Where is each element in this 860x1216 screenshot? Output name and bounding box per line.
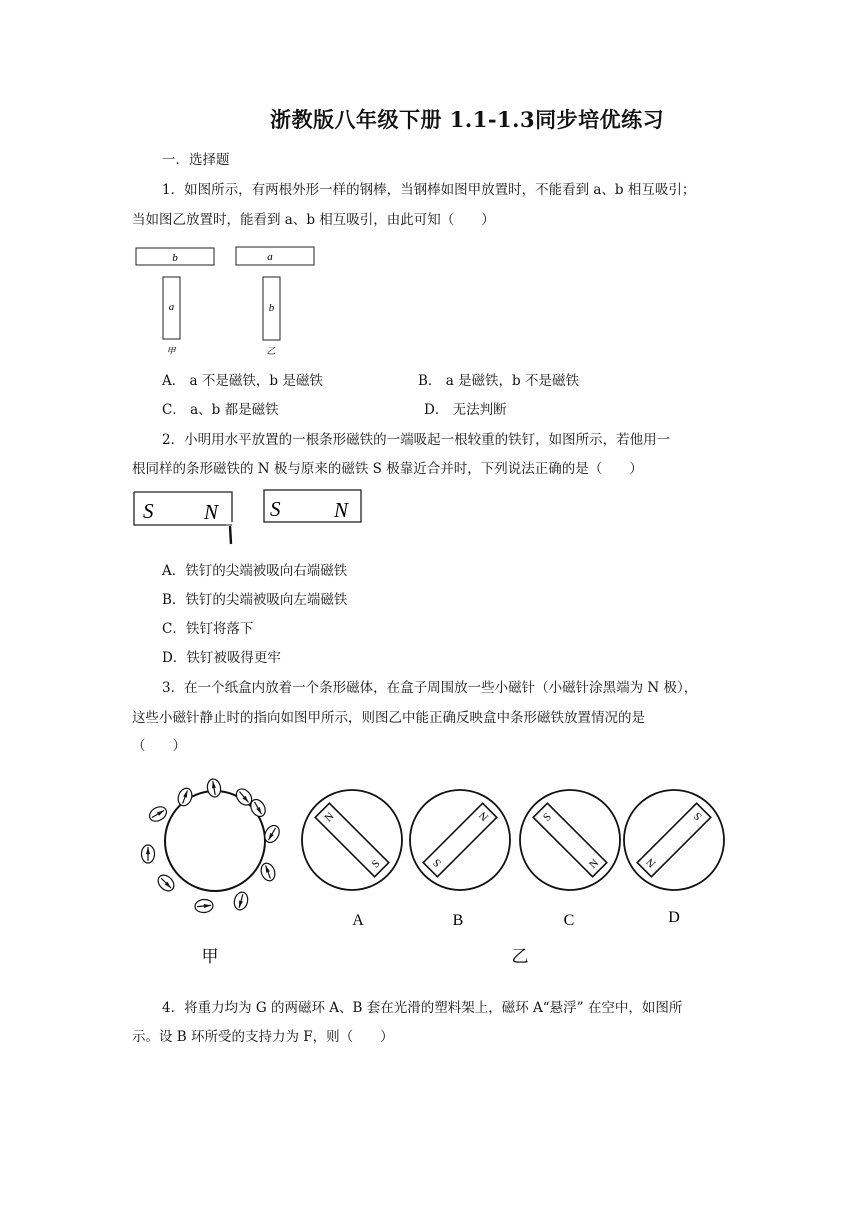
q1-figure (130, 240, 330, 358)
page-title: 浙教版八年级下册 1.1-1.3同步培优练习 (270, 107, 665, 132)
q3-stem-line3: （ ） (132, 738, 186, 754)
q3-option-d-label: D (668, 909, 680, 926)
q1-jia-caption: 甲 (166, 347, 176, 357)
q3-option-a-s: S (369, 857, 383, 871)
q2-figure (128, 486, 368, 548)
q1-yi-bar-a (236, 247, 314, 265)
q1-option-d: D． 无法判断 (424, 402, 507, 418)
q1-option-a: A． a 不是磁铁，b 是磁铁 (162, 373, 323, 389)
q3-jia-circle (165, 791, 265, 891)
q2-option-d: D．铁钉被吸得更牢 (162, 650, 281, 666)
q3-option-d-s: S (691, 809, 705, 823)
q3-stem-line1: 3．在一个纸盒内放着一个条形磁体，在盒子周围放一些小磁针（小磁针涂黑端为 N 极）， (162, 680, 698, 696)
q3-option-c-figure (520, 790, 620, 890)
q3-option-d-figure (624, 790, 724, 890)
section-heading: 一．选择题 (162, 152, 230, 168)
q3-option-c-label: C (563, 912, 575, 929)
q3-option-a-label: A (352, 912, 364, 929)
q1-jia-bar-a-label: a (168, 301, 175, 313)
q3-stem-line2: 这些小磁针静止时的指向如图甲所示，则图乙中能正确反映盒中条形磁铁放置情况的是 (132, 710, 645, 726)
q1-yi-bar-a-label: a (267, 251, 273, 263)
q1-option-b: B． a 是磁铁，b 不是磁铁 (418, 373, 579, 389)
q3-option-b-s: S (430, 856, 444, 870)
q1-stem-line1: 1．如图所示，有两根外形一样的钢棒，当钢棒如图甲放置时，不能看到 a、b 相互吸引； (162, 182, 696, 198)
q2-left-magnet-n: N (204, 500, 219, 524)
q3-option-c-s: S (540, 810, 554, 824)
q1-option-c: C． a、b 都是磁铁 (162, 402, 279, 418)
q3-option-a-figure (302, 790, 402, 890)
q3-jia-caption: 甲 (201, 947, 219, 967)
q3-yi-caption: 乙 (511, 947, 529, 967)
q4-stem-line2: 示。设 B 环所受的支持力为 F，则（ ） (132, 1029, 394, 1045)
q2-option-b: B．铁钉的尖端被吸向左端磁铁 (162, 592, 348, 608)
q3-option-a-n: N (322, 810, 337, 825)
q3-option-b-label: B (452, 912, 464, 929)
q3-option-b-n: N (476, 808, 492, 824)
q2-option-c: C．铁钉将落下 (162, 621, 254, 637)
q3-option-b-figure (410, 790, 510, 890)
q1-yi-bar-b-label: b (268, 302, 275, 314)
q2-option-a: A．铁钉的尖端被吸向右端磁铁 (162, 563, 348, 579)
q3-compasses (142, 778, 283, 913)
q1-jia-bar-b-label: b (172, 252, 178, 264)
q2-iron-nail (230, 526, 231, 544)
q3-jia-box (142, 778, 283, 913)
q2-stem-line2: 根同样的条形磁铁的 N 极与原来的磁铁 S 极靠近合并时，下列说法正确的是（ ） (132, 461, 643, 477)
q2-left-magnet-s: S (143, 499, 154, 523)
q1-stem-line2: 当如图乙放置时，能看到 a、b 相互吸引，由此可知（ ） (132, 212, 495, 228)
q2-right-magnet-s: S (270, 497, 281, 521)
q3-option-d-n: N (644, 855, 659, 870)
q4-stem-line1: 4．将重力均为 G 的两磁环 A、B 套在光滑的塑料架上，磁环 A“悬浮” 在空中，如图所 (162, 1000, 683, 1016)
q3-figure (130, 770, 730, 975)
q2-stem-line1: 2．小明用水平放置的一根条形磁铁的一端吸起一根较重的铁钉，如图所示，若他用一 (162, 432, 671, 448)
q2-right-magnet-n: N (334, 498, 349, 522)
q1-yi-caption: 乙 (266, 347, 276, 357)
q3-option-c-n: N (586, 856, 602, 872)
